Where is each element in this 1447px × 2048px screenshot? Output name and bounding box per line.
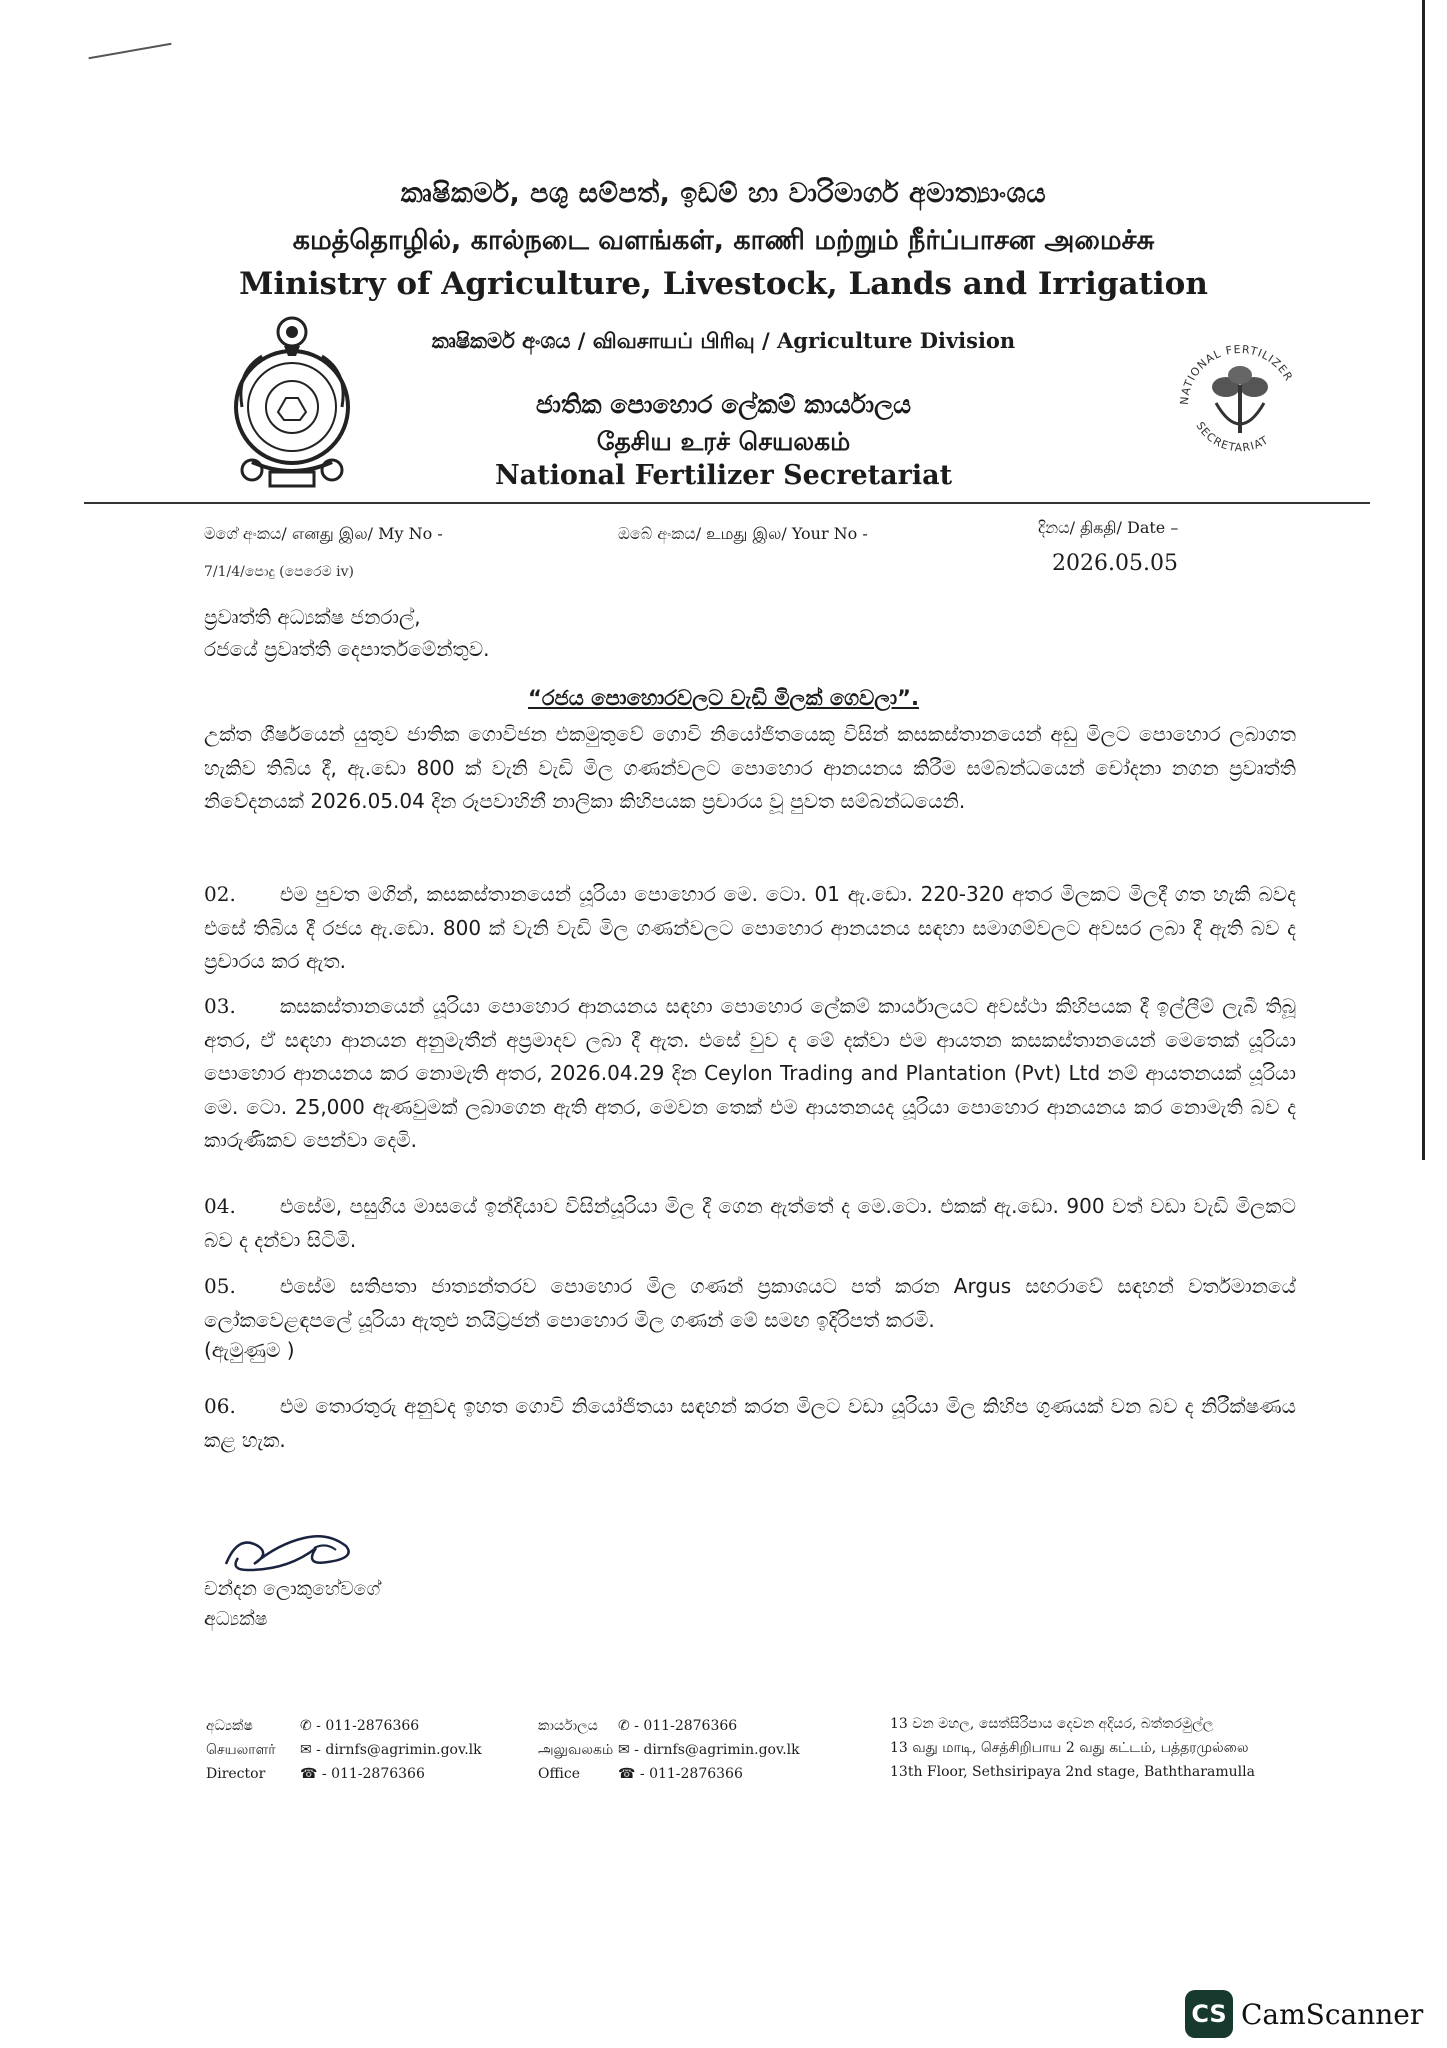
division-tamil: விவசாயப் பிரிவு [592, 329, 755, 353]
nfs-logo-icon [1170, 325, 1310, 475]
my-number-label: මගේ අංකය/ எனது இல/ My No - [204, 524, 443, 543]
addressee-line-1: ප්‍රවෘත්ති අධ්‍යක්ෂ ජනරාල්, [204, 605, 421, 629]
camscanner-watermark [1185, 1990, 1423, 2038]
footer-label: කාර්යාලය [538, 1718, 598, 1734]
camscanner-icon: CS [1185, 1990, 1233, 2038]
footer-fax: ☎ - 011-2876366 [300, 1766, 425, 1782]
secretariat-tamil: தேசிய உரச் செயலகம் [596, 427, 851, 456]
address-line: 13th Floor, Sethsiripaya 2nd stage, Baththaramulla [890, 1764, 1255, 1780]
footer-email: ✉ - dirnfs@agrimin.gov.lk [300, 1742, 482, 1758]
handwritten-signature [218, 1524, 368, 1576]
paragraph-04 [204, 1190, 1296, 1257]
letter-subject: “රජය පොහොරවලට වැඩි මිලක් ගෙවලා”. [528, 686, 919, 710]
footer-director-contacts [300, 1714, 482, 1786]
camscanner-label: CamScanner [1241, 1997, 1424, 2031]
footer-phone: ✆ - 011-2876366 [618, 1718, 738, 1734]
footer-label: அலுவலகம் [538, 1742, 614, 1758]
footer-email: ✉ - dirnfs@agrimin.gov.lk [618, 1742, 800, 1758]
paragraph-number: 05. [204, 1274, 236, 1298]
annex-note: (ඇමුණුම ) [204, 1338, 295, 1362]
address-line: 13 வது மாடி, செத்சிறிபாய 2 வது கட்டம், பத்தரமுல்லை [890, 1740, 1249, 1756]
address-line: 13 වන මහල, සෙත්සිරිපාය දෙවන අදියර, බත්තරමුල්ල [890, 1716, 1214, 1732]
footer-address [890, 1712, 1255, 1784]
paragraph-number: 03. [204, 994, 236, 1018]
footer-label: Office [538, 1766, 581, 1782]
my-number-value: 7/1/4/පොදු (පෙරෙම iv) [204, 564, 354, 580]
date-value: 2026.05.05 [1052, 551, 1178, 576]
addressee-line-2: රජයේ ප්‍රවෘත්ති දෙපාර්තමේන්තුව. [204, 637, 490, 661]
secretariat-sinhala: ජාතික පොහොර ලේකම් කාර්යාලය [535, 390, 912, 419]
paragraph-number: 06. [204, 1394, 236, 1418]
footer-label: අධ්‍යක්ෂ [206, 1718, 253, 1734]
paragraph-05 [204, 1270, 1296, 1337]
signatory-title: අධ්‍යක්ෂ [204, 1608, 268, 1630]
scan-mark [88, 43, 171, 60]
paragraph-intro: උක්ත ශීර්ෂයෙන් යුතුව ජාතික ගොවිජන එකමුතුවේ ගොවි නියෝජිතයෙකු විසින් කසකස්තානයෙන් අඩු මිලට පොහොර ලබාගත හැකිව තිබිය දී, ඇ.ඩො 800 ක් වැනි වැඩි මිල ගණන්වලට පොහොර ආනයනය කිරීම සම්බන්ධයෙන් චෝදනා නගන ප්‍රවෘත්ති නිවේදනයක් 2026.05.04 දින රූපවාහිනී නාලිකා කිහිපයක ප්‍රචාරය වූ පුවත සම්බන්ධයෙනි. [204, 722, 1296, 813]
paragraph-text: එසේම, පසුගිය මාසයේ ඉන්දියාව විසින්යූරියා මිල දී ගෙන ඇත්තේ ද මෙ.ටො. එකක් ඇ.ඩො. 900 වත් වඩා වැඩි මිලකට බව ද දන්වා සිටිමි. [204, 1194, 1296, 1252]
footer-label: Director [206, 1766, 266, 1782]
division-line: කෘෂිකර්ම අංශය / விவசாயப் பிரிவு / Agriculture Division [431, 328, 1016, 353]
header-divider [84, 502, 1370, 504]
paragraph-03 [204, 990, 1296, 1158]
division-sinhala: කෘෂිකර්ම අංශය [431, 329, 571, 353]
paragraph-06 [204, 1390, 1296, 1457]
state-emblem-icon [222, 312, 362, 492]
ministry-name-tamil: கமத்தொழில், கால்நடை வளங்கள், காணி மற்றும் நீர்ப்பாசன அமைச்சு [292, 225, 1155, 256]
date-label: දිනය/ திகதி/ Date – [1038, 518, 1179, 537]
ministry-name-english: Ministry of Agriculture, Livestock, Lands and Irrigation [239, 266, 1208, 302]
secretariat-english: National Fertilizer Secretariat [494, 460, 953, 491]
paragraph-number: 02. [204, 882, 236, 906]
footer-office-labels [538, 1714, 613, 1786]
paragraph-text: එම පුවත මගින්, කසකස්තානයෙන් යූරියා පොහොර මෙ. ටො. 01 ඇ.ඩො. 220-320 අතර මිලකට මිලදී ගත හැකි බවද එසේ තිබිය දී රජය ඇ.ඩො. 800 ක් වැනි වැඩි මිල ගණන්වලට පොහොර ආනයනය සඳහා සමාගම්වලට අවසර ලබා දී ඇති බව ද ප්‍රචාරය කර ඇත. [204, 882, 1296, 973]
footer-phone: ✆ - 011-2876366 [300, 1718, 420, 1734]
paragraph-02 [204, 878, 1296, 979]
your-number-label: ඔබේ අංකය/ உமது இல/ Your No - [618, 524, 868, 543]
footer-label: செயலாளர் [206, 1742, 276, 1758]
svg-text:SECRETARIAT [1193, 420, 1271, 455]
paragraph-number: 04. [204, 1194, 236, 1218]
scan-page-edge [1422, 0, 1425, 1160]
logo-text-bottom: SECRETARIAT [1193, 419, 1272, 455]
division-english: Agriculture Division [777, 328, 1016, 353]
footer-fax: ☎ - 011-2876366 [618, 1766, 743, 1782]
footer-director-labels [206, 1714, 276, 1786]
ministry-name-sinhala: කෘෂිකර්ම, පශු සම්පත්, ඉඩම් හා වාරිමාර්ග අමාත්‍යාංශය [400, 178, 1047, 209]
logo-text-top: NATIONAL FERTILIZER [1177, 342, 1296, 406]
paragraph-text: එම තොරතුරු අනුවද ඉහත ගොවි නියෝජිතයා සඳහන් කරන මිලට වඩා යූරියා මිල කිහිප ගුණයක් වන බව ද නිරීක්ෂණය කළ හැක. [204, 1394, 1296, 1452]
signatory-name: චන්දන ලොකුහේවගේ [204, 1578, 381, 1600]
footer-office-contacts [618, 1714, 800, 1786]
paragraph-text: එසේම සතිපතා ජාත්‍යන්තරව පොහොර මිල ගණන් ප්‍රකාශයට පත් කරන Argus සඟරාවේ සඳහන් වර්තමානයේ ලෝකවෙළඳපලේ යූරියා ඇතුළු නයිට්‍රජන් පොහොර මිල ගණන් මේ සමඟ ඉදිරිපත් කරමි. [204, 1274, 1296, 1332]
paragraph-text: කසකස්තානයෙන් යූරියා පොහොර ආනයනය සඳහා පොහොර ලේකම් කාර්යාලයට අවස්ථා කිහිපයක දී ඉල්ලීම් ලැබී තිබූ අතර, ඒ සඳහා ආනයන අනුමැතීන් අප්‍රමාදව ලබා දී ඇත. එසේ වුව ද මේ දක්වා එම ආයතන කසකස්තානයෙන් මෙතෙක් යූරියා පොහොර ආනයනය කර නොමැති අතර, 2026.04.29 දින Ceylon Trading and Plantation (Pvt) Ltd නම් ආයතනයක් යූරියා මෙ. ටො. 25,000 ඇණවුමක් ලබාගෙන ඇති අතර, මෙවන තෙක් එම ආයතනයද යූරියා පොහොර ආනයනය කර නොමැති බව ද කාරුණිකව පෙන්වා දෙමි. [204, 994, 1296, 1152]
